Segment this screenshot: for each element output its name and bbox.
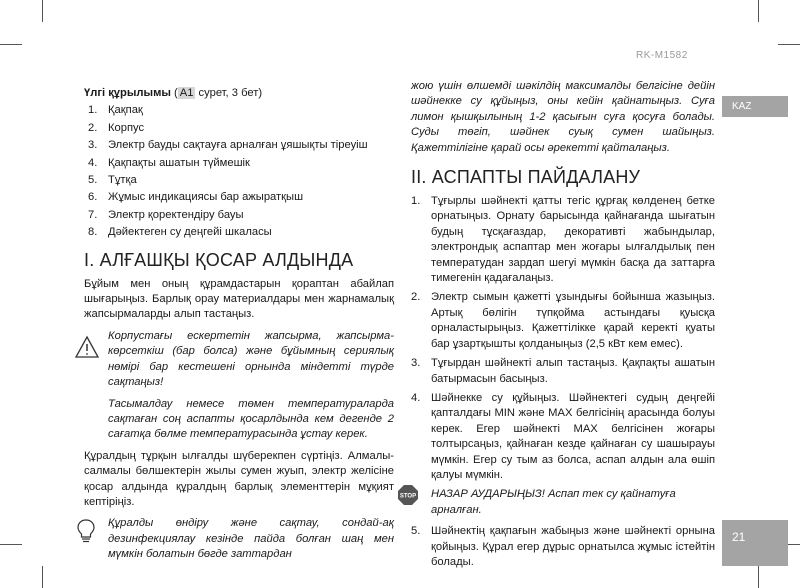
svg-text:STOP: STOP	[399, 493, 417, 500]
list-item: 5. Шәйнектің қақпағын жабыңыз және шәйнекті орнына қойыңыз. Құрал егер дұрыс орнатылса жұмыс істейтін болады.	[411, 525, 715, 568]
section-title-first-use: I. АЛҒАШҚЫ ҚОСАР АЛДЫНДА	[84, 249, 354, 270]
list-item: 1. Қақпақ	[88, 104, 143, 117]
list-item: 8. Дәйектеген су деңгейі шкаласы	[88, 226, 272, 239]
list-item: 6. Жұмыс индикациясы бар ажыратқыш	[88, 191, 304, 204]
warning-icon	[74, 335, 100, 364]
section-title-usage: II. АСПАПТЫ ПАЙДАЛАНУ	[411, 167, 641, 188]
list-item: 2. Электр сымын қажетті ұзындығы бойынша жазыңыз. Артық бөлігін түпқойма астындағы қуысқа орналастырыңыз. Қажеттілікке қарай керекті қуаты бар ұзартқышты қолданыңыз (2,5 кВт кем емес).	[411, 291, 715, 350]
page-number: 21	[722, 520, 788, 566]
crop-mark	[42, 0, 43, 22]
crop-mark	[0, 544, 22, 545]
usage-steps-continued	[411, 524, 715, 570]
crop-mark	[758, 566, 759, 588]
warning-text-2: Тасымалдау немесе төмен температураларда сақтаған соң аспапты қосарлдында кем дегенде 2 сағатқа бөлме температурасында ұстау керек.	[108, 397, 394, 441]
list-item: 4. Қақпақты ашатын түймешік	[88, 156, 250, 169]
model-number: RK-M1582	[636, 50, 688, 61]
stop-note	[399, 487, 715, 518]
right-column	[399, 79, 715, 574]
crop-mark	[778, 44, 800, 45]
lightbulb-icon	[76, 518, 96, 549]
parts-heading	[84, 86, 394, 101]
list-item: 4. Шәйнекке су құйыңыз. Шәйнектегі судың деңгейі қаптaлдағы MIN және MAX белгісінің арасында болуы керек. Егер шәйнекті MAX белгісінен жоғары толтырсаңыз, қайнаған кезде қайнаған су шашырауы мүмкін. Егер су тым аз болса, аспап алдын ала өшіп қалуы мүмкін.	[411, 391, 715, 481]
tip-note	[84, 516, 394, 562]
parts-list	[84, 103, 394, 240]
list-item: 3. Электр бауды сақтауға арналған ұяшықты тіреуіш	[88, 139, 368, 152]
crop-mark	[42, 566, 43, 588]
figure-ref: A1	[179, 87, 194, 99]
left-column	[84, 86, 394, 569]
crop-mark	[758, 0, 759, 22]
unpacking-paragraph: Бұйым мен оның құрамдастарын қораптан абайлап шығарыңыз. Барлық орау материалдары мен жарнамалық жапсырмаларды алып тастаңыз.	[84, 277, 394, 321]
tip-text: Құралды өндіру және сақтау, сондай-ақ дезинфекциялау кезінде пайда болған шаң мен мүмкін болатын бөгде заттардан	[108, 517, 394, 561]
language-tab: KAZ	[722, 96, 788, 117]
usage-steps	[411, 194, 715, 483]
cleaning-paragraph: Құралдың тұрқын ылғалды шүберекпен сүртіңіз. Алмалы-салмалы бөлшектерін жылы сумен жуып, электр желісіне қосар алдында құралдың барлық элементтерін мұқият кептіріңіз.	[84, 449, 394, 508]
warning-note	[84, 329, 394, 443]
list-item: 7. Электр қоректендіру бауы	[88, 208, 244, 221]
list-item: 2. Корпус	[88, 121, 145, 134]
parts-title: Үлгі құрылымы	[84, 87, 171, 99]
crop-mark	[0, 44, 22, 45]
list-item: 1. Тұғырлы шәйнекті қатты тегіс құрғақ көлденең бетке орнатыңыз. Орнату барысында қайнағанда шығатын будың тұсқағаздар, декоративті жабындылар, электрондық аспаптар мен жоғары ылғалдылық пен температудан зардап шегуі мүмкін басқа да заттарға тимегенін қадағалаңыз.	[411, 195, 715, 285]
stop-note-text: НАЗАР АУДАРЫҢЫЗ! Аспап тек су қайнатуға арналған.	[431, 488, 676, 516]
stop-icon	[397, 484, 419, 511]
parts-ref-open: (	[170, 87, 178, 99]
continued-paragraph: жою үшін өлшемді шәкілдің максималды белгісіне дейін шәйнекке су құйыңыз, оны кейін қайнатыңыз. Суға лимон қышқылының 1-2 қасығын суға қосуға болады. Суды төгіп, шәйнек суық сумен шайыңыз. Қажеттілігіне қарай осы әрекетті қайталаңыз.	[411, 80, 715, 154]
list-item: 5. Тұтқа	[88, 174, 137, 187]
list-item: 3. Тұғырдан шәйнекті алып тастаңыз. Қақпақты ашатын батырмасын басыңыз.	[411, 357, 715, 385]
parts-ref-rest: сурет, 3 бет)	[195, 87, 263, 99]
warning-text-1: Корпустағы ескертетін жапсырма, жапсырма-көрсеткіш (бар болса) және бұйымның сериялық нөмірі бар кестешені орнында міндетті түрде сақтаңыз!	[108, 329, 394, 389]
